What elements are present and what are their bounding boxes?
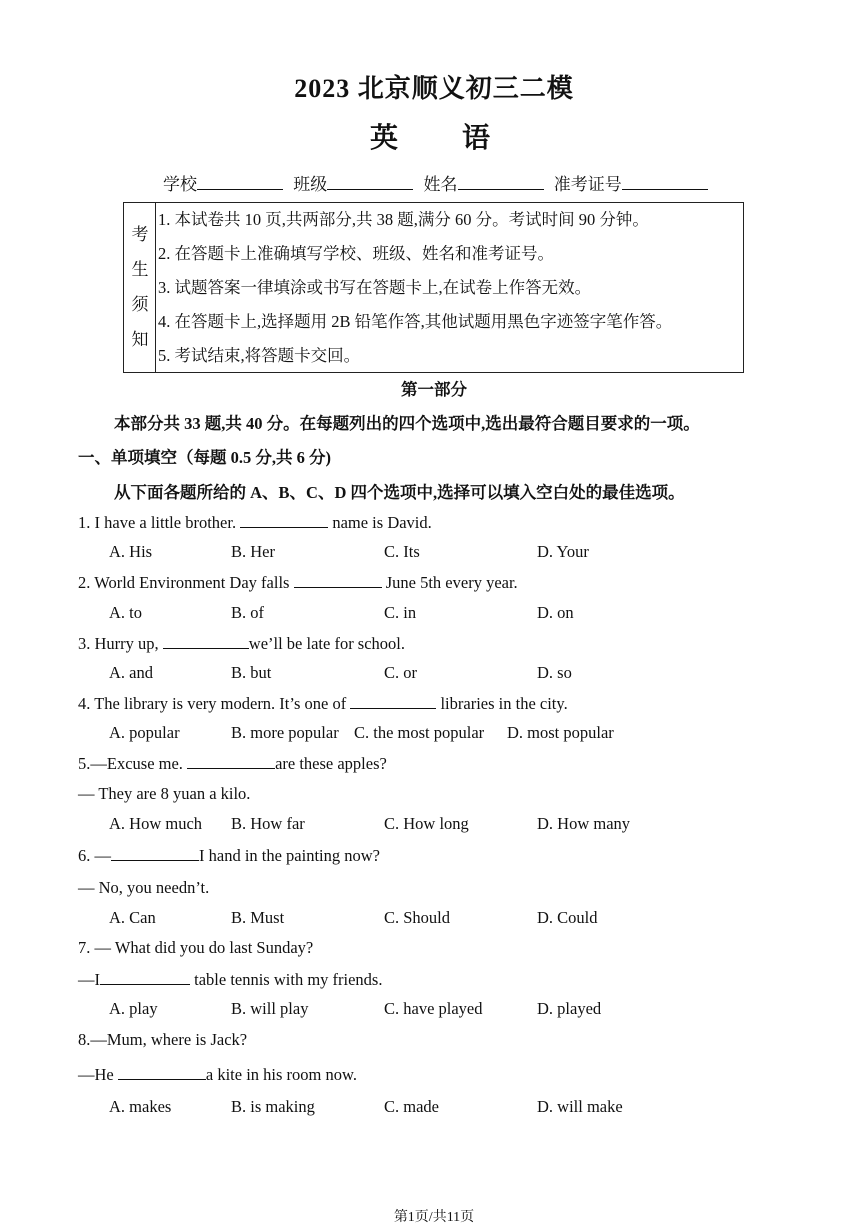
notice-side-char: 生 <box>131 260 149 279</box>
answer-blank[interactable] <box>111 845 199 861</box>
question-1-option-d[interactable]: D. Your <box>537 542 589 561</box>
question-text: 7. — What did you do last Sunday? <box>78 938 314 957</box>
question-8-option-a[interactable]: A. makes <box>109 1097 172 1116</box>
question-text: 6. — <box>78 846 111 865</box>
question-4-option-c[interactable]: C. the most popular <box>354 723 485 742</box>
subject-char-2: 语 <box>462 123 499 154</box>
notice-item: 2. 在答题卡上准确填写学校、班级、姓名和准考证号。 <box>158 244 554 263</box>
question-6-stem <box>78 845 380 866</box>
question-3-option-c[interactable]: C. or <box>384 663 417 682</box>
field-class-blank[interactable] <box>327 173 413 190</box>
question-text: —He <box>78 1065 118 1084</box>
question-2-option-c[interactable]: C. in <box>384 603 417 622</box>
question-4-option-d[interactable]: D. most popular <box>507 723 614 742</box>
notice-item: 4. 在答题卡上,选择题用 2B 铅笔作答,其他试题用黑色字迹签字笔作答。 <box>158 312 673 331</box>
question-6-option-a[interactable]: A. Can <box>109 908 156 927</box>
question-text: I hand in the painting now? <box>199 846 381 865</box>
question-text: 1. I have a little brother. <box>78 513 241 532</box>
question-2-option-a[interactable]: A. to <box>109 603 142 622</box>
question-3-option-d[interactable]: D. so <box>537 663 572 682</box>
answer-blank[interactable] <box>100 969 190 985</box>
question-7-stem <box>78 938 313 958</box>
notice-item: 3. 试题答案一律填涂或书写在答题卡上,在试卷上作答无效。 <box>158 278 592 297</box>
answer-blank[interactable] <box>163 633 249 649</box>
question-1-option-a[interactable]: A. His <box>109 542 153 561</box>
answer-blank[interactable] <box>240 512 328 528</box>
answer-blank[interactable] <box>118 1064 206 1080</box>
question-text: —I <box>78 970 100 989</box>
field-class-label: 班级 <box>293 175 328 194</box>
question-8-option-b[interactable]: B. is making <box>231 1097 315 1116</box>
question-1-option-c[interactable]: C. Its <box>384 542 420 561</box>
question-1-option-b[interactable]: B. Her <box>231 542 275 561</box>
question-3-option-a[interactable]: A. and <box>109 663 153 682</box>
question-4-stem <box>78 693 568 714</box>
question-text: 4. The library is very modern. It’s one of <box>78 694 351 713</box>
section-instruction: 从下面各题所给的 A、B、C、D 四个选项中,选择可以填入空白处的最佳选项。 <box>114 483 685 502</box>
notice-side-char: 知 <box>131 330 149 349</box>
subject-title <box>0 116 868 156</box>
question-2-option-d[interactable]: D. on <box>537 603 574 622</box>
question-text: 8.—Mum, where is Jack? <box>78 1030 248 1049</box>
answer-blank[interactable] <box>187 753 275 769</box>
question-3-option-b[interactable]: B. but <box>231 663 272 682</box>
question-5-stem <box>78 784 250 804</box>
question-text: are these apples? <box>275 754 387 773</box>
question-5-option-b[interactable]: B. How far <box>231 814 305 833</box>
field-school-blank[interactable] <box>197 173 283 190</box>
question-2-option-b[interactable]: B. of <box>231 603 264 622</box>
field-name-label: 姓名 <box>423 175 458 194</box>
question-8-option-d[interactable]: D. will make <box>537 1097 623 1116</box>
notice-side-label <box>124 203 156 372</box>
notice-item: 5. 考试结束,将答题卡交回。 <box>158 346 361 365</box>
answer-blank[interactable] <box>294 572 382 588</box>
question-7-option-d[interactable]: D. played <box>537 999 602 1018</box>
question-8-stem <box>78 1064 357 1085</box>
page-footer: 第1页/共11页 <box>393 1210 475 1225</box>
question-7-option-c[interactable]: C. have played <box>384 999 483 1018</box>
subject-char-1: 英 <box>369 123 406 154</box>
question-6-option-b[interactable]: B. Must <box>231 908 285 927</box>
question-text: 5.—Excuse me. <box>78 754 188 773</box>
question-5-stem <box>78 753 387 774</box>
question-text: table tennis with my friends. <box>190 970 383 989</box>
section-title: 一、单项填空（每题 0.5 分,共 6 分) <box>78 448 331 467</box>
question-text: 3. Hurry up, <box>78 634 163 653</box>
notice-side-char: 考 <box>131 225 149 244</box>
question-5-option-c[interactable]: C. How long <box>384 814 469 833</box>
part-intro: 本部分共 33 题,共 40 分。在每题列出的四个选项中,选出最符合题目要求的一项。 <box>114 414 700 433</box>
part-heading: 第一部分 <box>401 380 467 399</box>
question-6-stem <box>78 878 209 898</box>
field-examno-label: 准考证号 <box>553 175 622 194</box>
question-text: name is David. <box>328 513 432 532</box>
question-7-option-a[interactable]: A. play <box>109 999 158 1018</box>
field-examno-blank[interactable] <box>622 173 708 190</box>
question-3-stem <box>78 633 405 654</box>
question-6-option-c[interactable]: C. Should <box>384 908 451 927</box>
question-text: we’ll be late for school. <box>248 634 406 653</box>
question-4-option-a[interactable]: A. popular <box>109 723 180 742</box>
notice-side-char: 须 <box>131 295 149 314</box>
notice-item: 1. 本试卷共 10 页,共两部分,共 38 题,满分 60 分。考试时间 90 分钟。 <box>158 210 649 229</box>
field-school-label: 学校 <box>163 175 197 194</box>
question-5-option-a[interactable]: A. How much <box>109 814 203 833</box>
question-8-stem <box>78 1030 247 1050</box>
question-6-option-d[interactable]: D. Could <box>537 908 598 927</box>
question-text: June 5th every year. <box>381 573 518 592</box>
answer-blank[interactable] <box>350 693 436 709</box>
question-7-stem <box>78 969 382 990</box>
question-7-option-b[interactable]: B. will play <box>231 999 309 1018</box>
question-text: a kite in his room now. <box>205 1065 357 1084</box>
exam-title: 2023 北京顺义初三二模 <box>294 74 574 103</box>
question-text: libraries in the city. <box>436 694 568 713</box>
question-1-stem <box>78 512 432 533</box>
question-4-option-b[interactable]: B. more popular <box>231 723 339 742</box>
question-2-stem <box>78 572 518 593</box>
question-8-option-c[interactable]: C. made <box>384 1097 439 1116</box>
question-text: 2. World Environment Day falls <box>78 573 294 592</box>
question-5-option-d[interactable]: D. How many <box>537 814 631 833</box>
student-info-fields <box>163 170 714 195</box>
question-text: — They are 8 yuan a kilo. <box>78 784 251 803</box>
question-text: — No, you needn’t. <box>78 878 210 897</box>
candidate-notice-box <box>123 202 744 373</box>
field-name-blank[interactable] <box>458 173 544 190</box>
